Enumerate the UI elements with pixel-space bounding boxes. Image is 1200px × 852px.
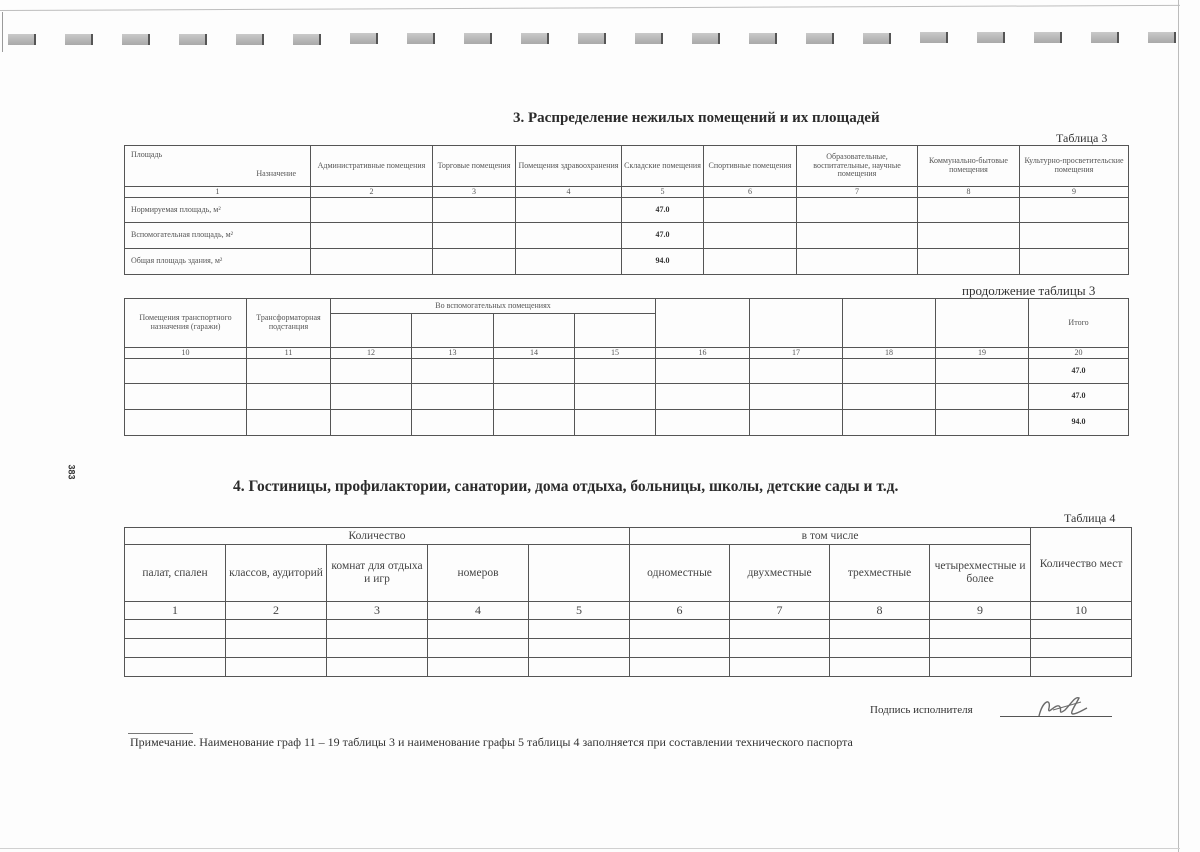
table-cell [516,249,622,275]
row-label: Вспомогательная площадь, м² [125,223,311,249]
table-cell [575,384,656,410]
table-cell [529,620,630,639]
column-number: 2 [311,187,433,198]
table-cell [630,639,730,658]
table-cell [656,384,750,410]
column-header: Коммунально-бытовые помещения [918,146,1020,187]
table-cell [331,410,412,436]
column-header: четырехместные и более [930,545,1031,602]
column-header: Торговые помещения [433,146,516,187]
table-cell [918,249,1020,275]
column-number-row [125,348,1129,359]
table-cell [830,620,930,639]
table-row [125,223,1129,249]
table-cell [830,658,930,677]
table-cell [936,384,1029,410]
column-number: 3 [327,602,428,620]
binding-hole [293,34,321,45]
total-cell: 94.0 [1029,410,1129,436]
table-cell [327,639,428,658]
group-header-including: в том числе [630,528,1031,545]
table-cell [331,384,412,410]
column-number: 8 [918,187,1020,198]
table-cell [936,359,1029,384]
table-4-label: Таблица 4 [1064,511,1116,525]
column-number: 8 [830,602,930,620]
column-number: 6 [704,187,797,198]
table-cell [797,198,918,223]
column-header: двухместные [730,545,830,602]
table-cell [494,384,575,410]
table-cell [433,223,516,249]
column-number-row [125,187,1129,198]
column-header [656,299,750,348]
binding-holes [8,30,1188,50]
binding-hole [1091,32,1119,43]
table-cell [797,223,918,249]
binding-hole [8,34,36,45]
binding-hole [977,32,1005,43]
table-cell [311,249,433,275]
table-cell [575,410,656,436]
binding-hole [1034,32,1062,43]
column-number-row [125,602,1132,620]
column-header: Складские помещения [622,146,704,187]
table-cell [918,223,1020,249]
column-header: Спортивные помещения [704,146,797,187]
column-number: 2 [226,602,327,620]
table-cell [428,639,529,658]
table-3-header-row [125,146,1129,187]
table-cell [656,410,750,436]
column-header: Административные помещения [311,146,433,187]
table-cell [730,639,830,658]
group-header-quantity: Количество [125,528,630,545]
table-row [125,359,1129,384]
table-cell [750,359,843,384]
table-cell [412,359,494,384]
table-cell: 47.0 [622,198,704,223]
page-number: 383 [66,464,77,480]
table-cell [704,198,797,223]
binding-hole [122,34,150,45]
table-cell [125,658,226,677]
table-cell [630,658,730,677]
group-header: Во вспомогательных помещениях [331,299,656,314]
signature-label: Подпись исполнителя [870,704,973,716]
table-cell [750,410,843,436]
corner-header-bottom: Площадь [131,150,163,160]
table-cell [575,359,656,384]
binding-hole [578,33,606,44]
column-header [750,299,843,348]
column-header: Культурно-просветительские помещения [1020,146,1129,187]
column-number: 3 [433,187,516,198]
column-number: 7 [797,187,918,198]
column-header [529,545,630,602]
table-3 [124,145,1129,275]
table-cell [630,620,730,639]
row-label: Нормируемая площадь, м² [125,198,311,223]
table-cell [247,384,331,410]
table-row [125,658,1132,677]
page-edge [2,12,3,52]
table-cell [1031,620,1132,639]
column-number: 15 [575,348,656,359]
table-3-continuation [124,298,1129,436]
column-header: одноместные [630,545,730,602]
column-header: Образовательные, воспитательные, научные помещения [797,146,918,187]
table-cell [1031,639,1132,658]
table-cell [327,620,428,639]
column-header [331,314,412,348]
column-number: 9 [930,602,1031,620]
binding-hole [806,33,834,44]
table-cell [830,639,930,658]
table-row [125,410,1129,436]
table-cell [918,198,1020,223]
table-cell [1020,198,1129,223]
footnote-rule [128,733,193,734]
column-header: палат, спален [125,545,226,602]
column-header: Помещения здравоохранения [516,146,622,187]
table-cell [529,639,630,658]
table-cell [1020,249,1129,275]
column-header: номеров [428,545,529,602]
column-number: 10 [125,348,247,359]
column-header [936,299,1029,348]
column-number: 5 [529,602,630,620]
table-cell [936,410,1029,436]
binding-hole [236,34,264,45]
table-cell [412,410,494,436]
table-cell [930,620,1031,639]
footnote: Примечание. Наименование граф 11 – 19 таблицы 3 и наименование графы 5 таблицы 4 заполняется при составлении технического паспорта [130,735,853,749]
table-3-continuation-label: продолжение таблицы 3 [962,283,1096,298]
signature-icon [1035,694,1090,720]
table-cell [730,620,830,639]
table-cell [843,410,936,436]
column-number: 14 [494,348,575,359]
table-cell [125,620,226,639]
table-cell [247,410,331,436]
table-4 [124,527,1132,677]
table-cell [433,198,516,223]
column-number: 5 [622,187,704,198]
table-cell [125,359,247,384]
column-number: 12 [331,348,412,359]
table-cell [125,384,247,410]
table-cell [843,384,936,410]
column-number: 9 [1020,187,1129,198]
column-number: 19 [936,348,1029,359]
column-header [494,314,575,348]
column-number: 10 [1031,602,1132,620]
column-number: 18 [843,348,936,359]
table-cell [433,249,516,275]
column-number: 17 [750,348,843,359]
column-header: Трансформаторная подстанция [247,299,331,348]
table-cell [125,410,247,436]
total-cell: 47.0 [1029,359,1129,384]
table-cell [797,249,918,275]
column-number: 11 [247,348,331,359]
binding-hole [863,33,891,44]
column-number: 7 [730,602,830,620]
binding-hole [920,32,948,43]
corner-header [125,146,311,187]
row-label: Общая площадь здания, м² [125,249,311,275]
table-cell: 94.0 [622,249,704,275]
table-cell [331,359,412,384]
binding-hole [749,33,777,44]
table-cell [529,658,630,677]
table-cell: 47.0 [622,223,704,249]
table-cell [656,359,750,384]
column-header: трехместные [830,545,930,602]
table-cell [494,410,575,436]
table-cell [327,658,428,677]
table-cell [516,223,622,249]
table-cell [226,658,327,677]
column-header: классов, аудиторий [226,545,327,602]
table-cell [311,223,433,249]
table-cell [930,639,1031,658]
table-cell [226,639,327,658]
binding-hole [635,33,663,44]
table-cell [226,620,327,639]
binding-hole [1148,32,1176,43]
binding-hole [464,33,492,44]
column-number: 16 [656,348,750,359]
table-row [125,198,1129,223]
table-3-label: Таблица 3 [1056,131,1108,145]
table-cell [930,658,1031,677]
column-number: 1 [125,602,226,620]
column-header [412,314,494,348]
table-row [125,620,1132,639]
binding-hole [179,34,207,45]
total-header: Итого [1029,299,1129,348]
table-cell [730,658,830,677]
table-cell [412,384,494,410]
table-cell [843,359,936,384]
column-header: Количество мест [1031,528,1132,602]
table-cell [247,359,331,384]
section-3-title: 3. Распределение нежилых помещений и их площадей [513,110,880,126]
table-cell [125,639,226,658]
table-cell [311,198,433,223]
column-header: комнат для отдыха и игр [327,545,428,602]
table-cell [1020,223,1129,249]
binding-hole [692,33,720,44]
table-row [125,384,1129,410]
binding-hole [65,34,93,45]
binding-hole [407,33,435,44]
table-row [125,639,1132,658]
column-number: 6 [630,602,730,620]
column-header: Помещения транспортного назначения (гаражи) [125,299,247,348]
binding-hole [521,33,549,44]
table-cell [516,198,622,223]
section-4-title: 4. Гостиницы, профилактории, санатории, дома отдыха, больницы, школы, детские сады и т.д. [233,478,899,495]
table-cell [428,620,529,639]
column-number: 1 [125,187,311,198]
table-cell [704,249,797,275]
table-cell [1031,658,1132,677]
column-header [575,314,656,348]
page-edge [0,848,1180,849]
column-number: 20 [1029,348,1129,359]
table-row [125,249,1129,275]
column-header [843,299,936,348]
column-number: 4 [516,187,622,198]
total-cell: 47.0 [1029,384,1129,410]
page-edge [0,5,1180,11]
corner-header-top: Назначение [256,169,296,178]
column-number: 4 [428,602,529,620]
table-cell [750,384,843,410]
column-number: 13 [412,348,494,359]
binding-hole [350,33,378,44]
table-cell [494,359,575,384]
table-cell [704,223,797,249]
table-cell [428,658,529,677]
page-edge [1178,0,1179,852]
